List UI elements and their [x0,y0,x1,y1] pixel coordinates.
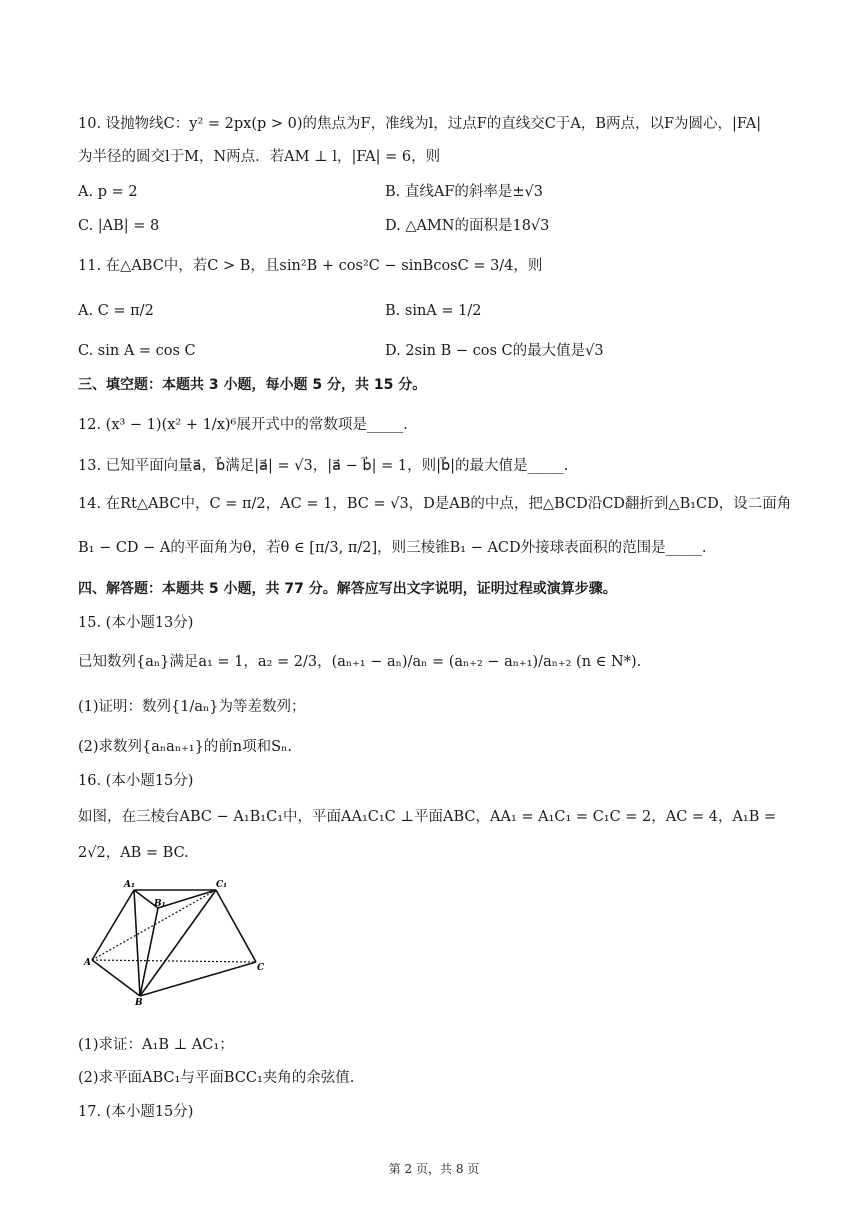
q10-option-d: D. △AMN的面积是18√3 [385,218,550,234]
edge-a1b [134,890,140,996]
q16-line1: 如图，在三棱台ABC − A₁B₁C₁中，平面AA₁C₁C ⊥平面ABC，AA₁ = A₁C₁ = C₁C = 2，AC = 4，A₁B = [78,809,777,825]
label-c: C [257,963,265,973]
q15-line1: 已知数列{aₙ}满足a₁ = 1，a₂ = 2/3，(aₙ₊₁ − aₙ)/aₙ = (aₙ₊₂ − aₙ₊₁)/aₙ₊₂ (n ∈ N*). [78,654,642,670]
q10-line2: 为半径的圆交l于M，N两点．若AM ⊥ l，|FA| = 6，则 [78,149,441,165]
q16-part1: (1)求证：A₁B ⊥ AC₁； [78,1037,234,1053]
q10-option-b: B. 直线AF的斜率是±√3 [385,184,544,200]
frustum-hidden-edges [92,890,256,962]
edge-bc [140,962,256,996]
q10-line1: 10. 设抛物线C：y² = 2px(p > 0)的焦点为F，准线为l，过点F的直线交C于A，B两点，以F为圆心，|FA| [78,116,762,132]
q11-option-d: D. 2sin B − cos C的最大值是√3 [385,343,604,359]
q15-part1: (1)证明：数列{1/aₙ}为等差数列； [78,699,306,715]
q13: 13. 已知平面向量a⃗，b⃗满足|a⃗| = √3，|a⃗ − b⃗| = 1，则|b⃗|的最大值是_____. [78,458,569,474]
label-b: B [135,998,143,1008]
q17-header: 17. (本小题15分) [78,1104,194,1120]
frustum-solid-edges [92,890,256,996]
frustum-figure [84,878,268,1008]
q11-option-c: C. sin A = cos C [78,343,196,359]
q15-part2: (2)求数列{aₙaₙ₊₁}的前n项和Sₙ. [78,739,292,755]
edge-cc1 [216,890,256,962]
section-4-heading: 四、解答题：本题共 5 小题，共 77 分。解答应写出文字说明，证明过程或演算步骤。 [78,581,617,597]
edge-ab [92,960,140,996]
label-a: A [84,958,91,968]
page-footer: 第 2 页，共 8 页 [388,1162,480,1176]
q16-part2: (2)求平面ABC₁与平面BCC₁夹角的余弦值. [78,1070,355,1086]
q14-line2: B₁ − CD − A的平面角为θ，若θ ∈ [π/3, π/2]，则三棱锥B₁ − ACD外接球表面积的范围是_____. [78,540,707,556]
label-b1: B₁ [154,899,166,909]
edge-aa1 [92,890,134,960]
q15-header: 15. (本小题13分) [78,615,194,631]
edge-ac-hidden [92,960,256,962]
q10-option-c: C. |AB| = 8 [78,218,160,234]
edge-b1c1 [158,890,216,908]
q14-line1: 14. 在Rt△ABC中，C = π/2，AC = 1，BC = √3，D是AB的中点，把△BCD沿CD翻折到△B₁CD，设二面角 [78,496,792,512]
q10-option-a: A. p = 2 [78,184,138,200]
q16-header: 16. (本小题15分) [78,773,194,789]
q16-line2: 2√2，AB = BC. [78,845,189,861]
section-3-heading: 三、填空题：本题共 3 小题，每小题 5 分，共 15 分。 [78,377,427,393]
q12: 12. (x³ − 1)(x² + 1/x)⁶展开式中的常数项是_____. [78,417,408,433]
q11-option-a: A. C = π/2 [78,303,154,319]
label-c1: C₁ [216,880,228,890]
label-a1: A₁ [124,880,135,890]
q11-line1: 11. 在△ABC中，若C > B，且sin²B + cos²C − sinBcosC = 3/4，则 [78,258,543,274]
q11-option-b: B. sinA = 1/2 [385,303,482,319]
